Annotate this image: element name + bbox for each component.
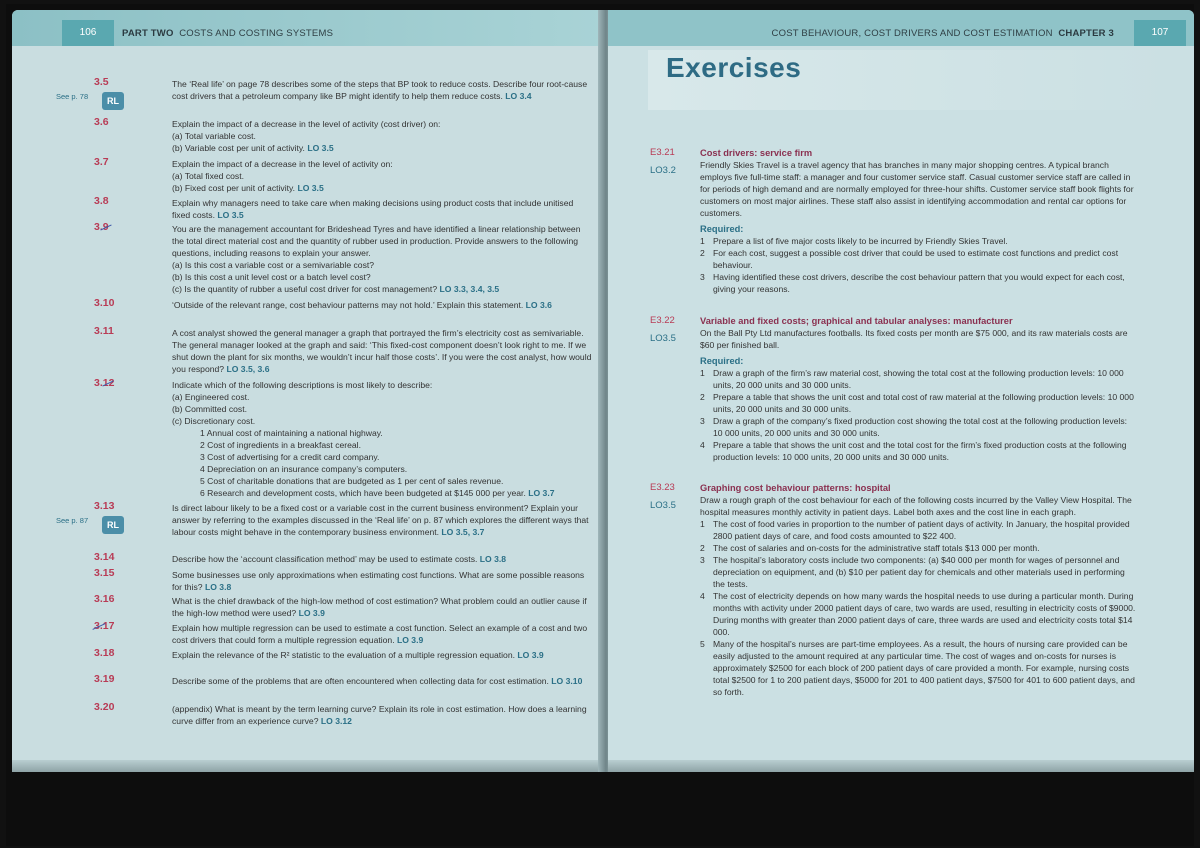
left-page-header <box>12 10 604 46</box>
item-text: Prepare a list of five major costs likely to be incurred by Friendly Skies Travel. <box>713 236 1008 246</box>
question-line: Explain the impact of a decrease in the level of activity (cost driver) on: <box>172 119 441 129</box>
cost-item <box>700 638 1136 698</box>
left-page <box>12 10 604 772</box>
required-label: Required: <box>700 356 744 366</box>
question-line: (a) Total fixed cost. <box>172 171 244 181</box>
cost-item <box>700 554 1136 590</box>
question-text <box>172 622 592 646</box>
item-number: 1 <box>700 519 705 529</box>
exercise-learning-objective: LO3.5 <box>650 333 676 344</box>
exercise-description: Draw a rough graph of the cost behaviour for each of the following costs incurred by the Valley View Hospital. The hospital measures monthly activity in patient days. Label both axes and the cost line in each graph. <box>700 495 1132 517</box>
question-subitem: 1 Annual cost of maintaining a national highway. <box>200 428 383 438</box>
question-number: 3.9 <box>94 221 109 233</box>
item-number: 4 <box>700 440 705 450</box>
cost-item <box>700 590 1136 638</box>
question-line: Explain the relevance of the R² statistic to the evaluation of a multiple regression equation. LO 3.9 <box>172 650 544 660</box>
question-line: Some businesses use only approximations when estimating cost functions. What are some possible reasons for this? LO 3.8 <box>172 570 585 592</box>
page-edge <box>12 760 604 772</box>
question-line: (b) Fixed cost per unit of activity. LO 3.5 <box>172 183 324 193</box>
item-text: The hospital’s laboratory costs include two components: (a) $40 000 per month for wages of personnel and depreciation on equipment, and (b) $10 per patient day for chemicals and other materials used in performing the tests. <box>713 555 1125 589</box>
see-page-ref: See p. 78 <box>56 92 89 101</box>
question-text <box>172 675 592 687</box>
question-number: 3.20 <box>94 701 115 713</box>
item-text: Draw a graph of the firm’s raw material cost, showing the total cost at the following production levels: 10 000 units, 20 000 units and 30 000 units. <box>713 368 1124 390</box>
question-subitem: 3 Cost of advertising for a credit card company. <box>200 452 380 462</box>
item-number: 2 <box>700 543 705 553</box>
item-number: 1 <box>700 236 705 246</box>
question-line: What is the chief drawback of the high-low method of cost estimation? What problem could an outlier cause if the high-low method were used? LO 3.9 <box>172 596 587 618</box>
exercise-title: Variable and fixed costs; graphical and tabular analyses: manufacturer <box>700 316 1013 326</box>
item-text: For each cost, suggest a possible cost driver that could be used to estimate cost functions and predict cost behaviour. <box>713 248 1119 270</box>
question-number: 3.17 <box>94 620 115 632</box>
left-running-head <box>122 28 333 39</box>
item-text: The cost of salaries and on-costs for the administrative staff totals $13 000 per month. <box>713 543 1040 553</box>
question-number: 3.6 <box>94 116 109 128</box>
required-item <box>700 271 1136 295</box>
question-line: (b) Committed cost. <box>172 404 247 414</box>
item-number: 3 <box>700 555 705 565</box>
required-item <box>700 367 1136 391</box>
cost-item <box>700 518 1136 542</box>
real-life-badge: RL <box>102 92 124 110</box>
item-text: Prepare a table that shows the unit cost and the total cost for the firm’s fixed production costs at the following production levels: 10 000 units, 20 000 units and 30 000 units. <box>713 440 1127 462</box>
question-line: Explain why managers need to take care when making decisions using product costs that include unitised fixed costs. LO 3.5 <box>172 198 574 220</box>
question-number: 3.10 <box>94 297 115 309</box>
exercise-body <box>700 315 1136 463</box>
question-number: 3.8 <box>94 195 109 207</box>
question-number: 3.5 <box>94 76 109 88</box>
question-subitem: 2 Cost of ingredients in a breakfast cereal. <box>200 440 361 450</box>
question-line: Describe how the ‘account classification method’ may be used to estimate costs. LO 3.8 <box>172 554 507 564</box>
item-number: 2 <box>700 248 705 258</box>
item-text: The cost of electricity depends on how many wards the hospital needs to use during a particular month. During months with activity under 2000 patient days of care, two wards are used, resulting in electricity costs of $9000. During months with greater than 2000 patient days of care, three wards are used and electricity costs total $14 000. <box>713 591 1136 637</box>
learning-objective: LO 3.9 <box>298 608 325 618</box>
learning-objective: LO 3.5 <box>297 183 324 193</box>
learning-objective: LO 3.8 <box>204 582 232 592</box>
exercise-description: Friendly Skies Travel is a travel agency that has branches in many major shopping centres. A typical branch employs five full-time staff: a manager and four customer service staff. Casual customer service staff are called in for periods of high demand and are normally employed for three-hour shifts. Customer service staff book flights for customers on most major airlines. These staff also assist in identifying accommodation and rental car options for customers. <box>700 160 1134 218</box>
question-text <box>172 703 592 727</box>
question-text <box>172 553 592 565</box>
required-item <box>700 247 1136 271</box>
item-text: Prepare a table that shows the unit cost and total cost of raw material at the following production levels: 10 000 units, 20 000 units and 30 000 units. <box>713 392 1134 414</box>
exercise-number: E3.21 <box>650 147 675 158</box>
question-line: (b) Is this cost a unit level cost or a batch level cost? <box>172 272 371 282</box>
question-text <box>172 299 592 311</box>
question-line: (c) Is the quantity of rubber a useful cost driver for cost management? LO 3.3, 3.4, 3.5 <box>172 284 500 294</box>
item-text: Many of the hospital’s nurses are part-time employees. As a result, the hours of nursing care provided can be easily adjusted to the amount required at any particular time. The cost of wages and on-costs for nurses is approximately $2500 for each block of 200 patient days of care provided a month. For example, nursing costs total $2500 for 1 to 200 patient days, $5000 for 201 to 400 patient days, $7500 for 401 to 600 patient days, and so forth. <box>713 639 1135 697</box>
question-text <box>172 502 592 538</box>
chapter-title: COST BEHAVIOUR, COST DRIVERS AND COST ESTIMATION <box>771 28 1053 39</box>
cost-item <box>700 542 1136 554</box>
exercise-title: Graphing cost behaviour patterns: hospital <box>700 483 891 493</box>
question-number: 3.12 <box>94 377 115 389</box>
learning-objective: LO 3.5 <box>307 143 334 153</box>
question-line: (a) Total variable cost. <box>172 131 256 141</box>
question-line: (a) Engineered cost. <box>172 392 250 402</box>
right-page-number: 107 <box>1134 20 1186 46</box>
chapter-label: CHAPTER 3 <box>1058 28 1114 39</box>
learning-objective: LO 3.4 <box>505 91 532 101</box>
question-subitem: 5 Cost of charitable donations that are budgeted as 1 per cent of sales revenue. <box>200 476 504 486</box>
learning-objective: LO 3.5, 3.6 <box>226 364 270 374</box>
question-text <box>172 595 592 619</box>
right-page <box>608 10 1194 772</box>
exercise-title: Cost drivers: service firm <box>700 148 813 158</box>
question-number: 3.14 <box>94 551 115 563</box>
right-page-header <box>608 10 1194 46</box>
learning-objective: LO 3.7 <box>528 488 555 498</box>
part-title: COSTS AND COSTING SYSTEMS <box>179 28 334 39</box>
item-text: The cost of food varies in proportion to the number of patient days of activity. In January, the hospital provided 2800 patient days of care, and food costs amounted to $22 400. <box>713 519 1130 541</box>
question-line: You are the management accountant for Brideshead Tyres and have identified a linear relationship between the total direct material cost and the quantity of rubber used in production. Provide answers to the following questions, including reasons to explain your answer. <box>172 224 581 258</box>
exercise-learning-objective: LO3.5 <box>650 500 676 511</box>
question-text <box>172 569 592 593</box>
question-line: (b) Variable cost per unit of activity. LO 3.5 <box>172 143 334 153</box>
right-running-head <box>772 28 1114 39</box>
required-item <box>700 391 1136 415</box>
learning-objective: LO 3.5 <box>217 210 244 220</box>
question-subitem: 6 Research and development costs, which have been budgeted at $145 000 per year. LO 3.7 <box>200 488 555 498</box>
question-line: A cost analyst showed the general manager a graph that portrayed the firm’s electricity cost as semivariable. The general manager looked at the graph and said: ‘This fixed-cost component doesn’t look right to me. If we shut down the plant for six months, we wouldn’t incur half those costs’. If you were the cost analyst, how would you respond? LO 3.5, 3.6 <box>172 328 592 374</box>
exercise-description: On the Ball Pty Ltd manufactures footballs. Its fixed costs per month are $75 000, and its raw materials costs are $60 per finished ball. <box>700 328 1128 350</box>
learning-objective: LO 3.5, 3.7 <box>441 527 485 537</box>
question-text <box>172 158 592 194</box>
question-line: (c) Discretionary cost. <box>172 416 256 426</box>
open-book <box>6 4 1194 846</box>
question-subitem: 4 Depreciation on an insurance company’s computers. <box>200 464 408 474</box>
item-number: 5 <box>700 639 705 649</box>
required-item <box>700 415 1136 439</box>
learning-objective: LO 3.10 <box>551 676 583 686</box>
learning-objective: LO 3.6 <box>525 300 552 310</box>
exercise-number: E3.23 <box>650 482 675 493</box>
question-number: 3.11 <box>94 325 114 337</box>
item-number: 3 <box>700 272 705 282</box>
item-text: Draw a graph of the company’s fixed production cost showing the total cost at the following production levels: 10 000 units, 20 000 units and 30 000 units. <box>713 416 1128 438</box>
question-text <box>172 118 592 154</box>
question-text <box>172 649 592 661</box>
question-line: The ‘Real life’ on page 78 describes some of the steps that BP took to reduce costs. Describe four root-cause cost drivers that a petroleum company like BP might identify to help them reduce costs. LO 3.4 <box>172 79 588 101</box>
question-text <box>172 327 592 375</box>
learning-objective: LO 3.9 <box>517 650 544 660</box>
item-number: 4 <box>700 591 705 601</box>
item-number: 3 <box>700 416 705 426</box>
page-edge <box>608 760 1194 772</box>
question-text <box>172 197 592 221</box>
question-line: Explain how multiple regression can be used to estimate a cost function. Select an example of a cost and two cost drivers that could form a multiple regression equation. LO 3.9 <box>172 623 588 645</box>
required-item <box>700 439 1136 463</box>
exercise-learning-objective: LO3.2 <box>650 165 676 176</box>
learning-objective: LO 3.3, 3.4, 3.5 <box>439 284 500 294</box>
question-line: Describe some of the problems that are often encountered when collecting data for cost estimation. LO 3.10 <box>172 676 583 686</box>
required-label: Required: <box>700 224 744 234</box>
question-line: (a) Is this cost a variable cost or a semivariable cost? <box>172 260 375 270</box>
learning-objective: LO 3.8 <box>479 554 507 564</box>
item-number: 1 <box>700 368 705 378</box>
question-number: 3.7 <box>94 156 109 168</box>
required-item <box>700 235 1136 247</box>
exercise-number: E3.22 <box>650 315 675 326</box>
question-text <box>172 78 592 102</box>
left-page-number: 106 <box>62 20 114 46</box>
question-text <box>172 223 592 295</box>
see-page-ref: See p. 87 <box>56 516 89 525</box>
question-number: 3.13 <box>94 500 115 512</box>
question-line: (appendix) What is meant by the term learning curve? Explain its role in cost estimation. How does a learning curve differ from an experience curve? LO 3.12 <box>172 704 587 726</box>
part-label: PART TWO <box>122 28 174 39</box>
question-text <box>172 379 592 499</box>
question-number: 3.19 <box>94 673 115 685</box>
question-line: Indicate which of the following descriptions is most likely to describe: <box>172 380 433 390</box>
exercises-heading: Exercises <box>666 52 802 83</box>
learning-objective: LO 3.9 <box>396 635 424 645</box>
question-line: Explain the impact of a decrease in the level of activity on: <box>172 159 393 169</box>
item-text: Having identified these cost drivers, describe the cost behaviour pattern that you would expect for each cost, giving your reasons. <box>713 272 1125 294</box>
exercise-body <box>700 147 1136 295</box>
question-number: 3.16 <box>94 593 115 605</box>
question-line: Is direct labour likely to be a fixed cost or a variable cost in the current business environment? Explain your answer by referring to the examples discussed in the ‘Real life’ on p. 87 which explores the different ways that labour costs might behave in the contemporary business environment. LO 3.5, 3.7 <box>172 503 589 537</box>
learning-objective: LO 3.12 <box>320 716 352 726</box>
real-life-badge: RL <box>102 516 124 534</box>
question-number: 3.15 <box>94 567 115 579</box>
question-number: 3.18 <box>94 647 115 659</box>
item-number: 2 <box>700 392 705 402</box>
question-line: ‘Outside of the relevant range, cost behaviour patterns may not hold.’ Explain this statement. LO 3.6 <box>172 300 552 310</box>
exercise-body <box>700 482 1136 698</box>
